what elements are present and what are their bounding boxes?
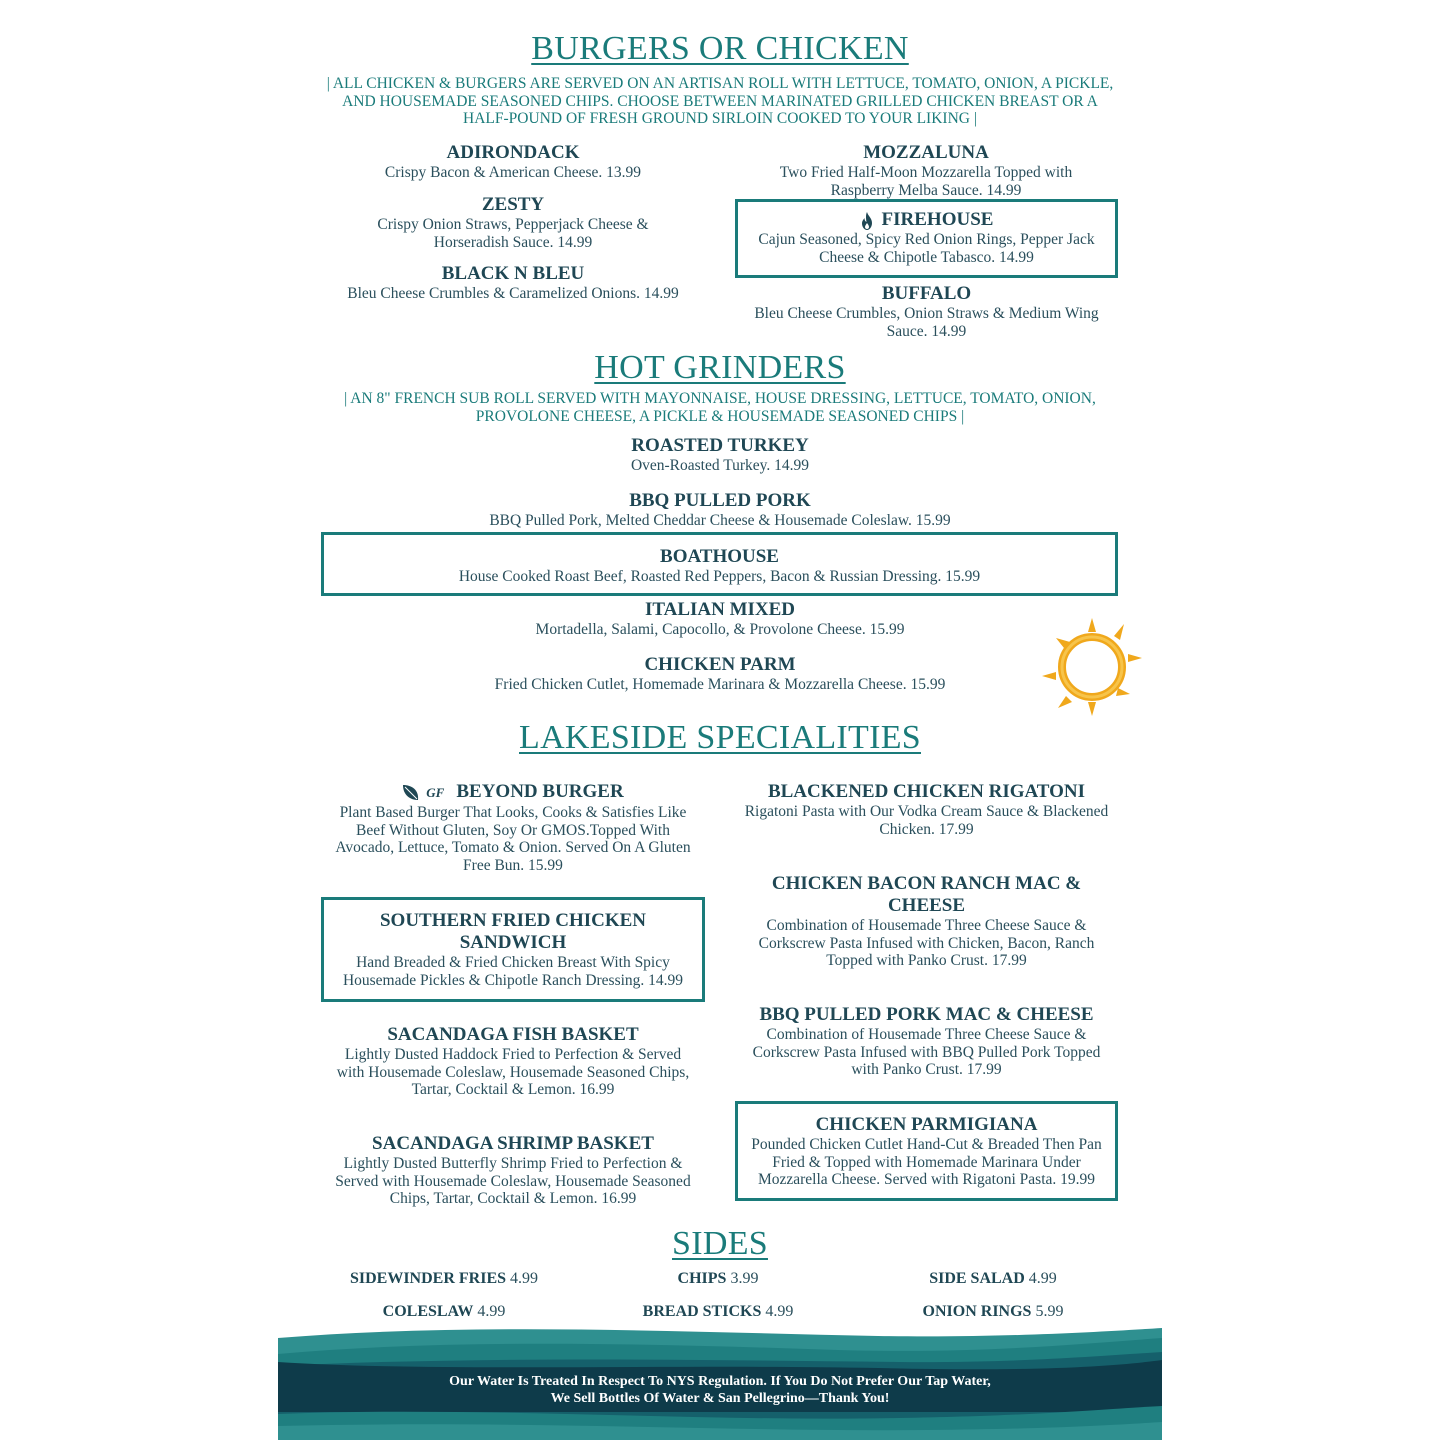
item-desc: BBQ Pulled Pork, Melted Cheddar Cheese & Housemade Coleslaw. 15.99 bbox=[489, 512, 951, 529]
item-desc: House Cooked Roast Beef, Roasted Red Peppers, Bacon & Russian Dressing. 15.99 bbox=[458, 568, 981, 585]
item-desc: Lightly Dusted Butterfly Shrimp Fried to Perfection & Served with Housemade Coleslaw, Housemade Seasoned Chips, Tartar, Cocktail & Lemon. 16.99 bbox=[335, 1155, 691, 1207]
side-item-side-salad bbox=[833, 1270, 1153, 1288]
item-desc: Fried Chicken Cutlet, Homemade Marinara & Mozzarella Cheese. 15.99 bbox=[494, 676, 946, 693]
menu-item-boathouse bbox=[321, 532, 1118, 596]
item-desc: Cajun Seasoned, Spicy Red Onion Rings, Pepper Jack Cheese & Chipotle Tabasco. 14.99 bbox=[758, 231, 1095, 266]
item-name: SOUTHERN FRIED CHICKEN SANDWICH bbox=[379, 910, 647, 953]
side-item-onion-rings bbox=[833, 1303, 1153, 1321]
menu-item-blackened-chicken-rigatoni bbox=[740, 781, 1113, 838]
item-desc: Hand Breaded & Fried Chicken Breast With Spicy Housemade Pickles & Chipotle Ranch Dressing. 14.99 bbox=[342, 954, 684, 989]
item-name: ITALIAN MIXED bbox=[644, 599, 796, 620]
side-price: 4.99 bbox=[477, 1303, 506, 1320]
item-name: BLACK N BLEU bbox=[441, 263, 585, 284]
item-desc: Bleu Cheese Crumbles, Onion Straws & Medium Wing Sauce. 14.99 bbox=[754, 305, 1099, 340]
side-name: BREAD STICKS bbox=[642, 1303, 762, 1320]
item-name: CHICKEN PARM bbox=[644, 654, 796, 675]
footer-notice bbox=[278, 1373, 1162, 1407]
burgers-title: BURGERS OR CHICKEN bbox=[531, 30, 909, 67]
item-desc: Combination of Housemade Three Cheese Sauce & Corkscrew Pasta Infused with Chicken, Bacon, Ranch Topped with Panko Crust. 17.99 bbox=[758, 917, 1095, 969]
item-desc: Mortadella, Salami, Capocollo, & Provolone Cheese. 15.99 bbox=[535, 621, 905, 638]
item-desc: Lightly Dusted Haddock Fried to Perfection & Served with Housemade Coleslaw, Housemade Seasoned Chips, Tartar, Cocktail & Lemon. 16.99 bbox=[336, 1046, 690, 1098]
item-name: BUFFALO bbox=[881, 283, 972, 304]
grinders-title: HOT GRINDERS bbox=[594, 349, 846, 386]
item-name: ROASTED TURKEY bbox=[631, 435, 809, 456]
menu-item-chicken-bacon-ranch-mac bbox=[745, 873, 1108, 970]
grinders-subtitle: | AN 8" FRENCH SUB ROLL SERVED WITH MAYONNAISE, HOUSE DRESSING, LETTUCE, TOMATO, ONION, PROVOLONE CHEESE, A PICKLE & HOUSEMADE SEASONED CHIPS | bbox=[344, 390, 1096, 425]
flame-icon bbox=[860, 212, 874, 230]
item-name: SACANDAGA FISH BASKET bbox=[387, 1024, 639, 1045]
menu-item-sacandaga-shrimp-basket bbox=[333, 1133, 693, 1208]
menu-item-italian-mixed bbox=[322, 599, 1118, 639]
item-name: MOZZALUNA bbox=[863, 142, 989, 163]
item-name: FIREHOUSE bbox=[881, 209, 994, 230]
footer-line-2: We Sell Bottles Of Water & San Pellegrino—Thank You! bbox=[550, 1391, 890, 1406]
menu-item-adirondack bbox=[322, 142, 704, 182]
footer-line-1: Our Water Is Treated In Respect To NYS Regulation. If You Do Not Prefer Our Tap Water, bbox=[449, 1374, 991, 1389]
burgers-subtitle: | ALL CHICKEN & BURGERS ARE SERVED ON AN ARTISAN ROLL WITH LETTUCE, TOMATO, ONION, A PICKLE, AND HOUSEMADE SEASONED CHIPS. CHOOSE BETWEEN MARINATED GRILLED CHICKEN BREAST OR A HALF-POUND OF FRESH GROUND SIRLOIN COOKED TO YOUR LIKING | bbox=[326, 75, 1114, 127]
menu-item-chicken-parm bbox=[322, 654, 1118, 694]
menu-item-sacandaga-fish-basket bbox=[333, 1024, 693, 1099]
item-desc: Oven-Roasted Turkey. 14.99 bbox=[630, 457, 810, 474]
lakeside-title: LAKESIDE SPECIALITIES bbox=[519, 719, 921, 756]
gf-badge: GF bbox=[426, 785, 445, 800]
side-price: 5.99 bbox=[1035, 1303, 1064, 1320]
side-item-bread-sticks bbox=[558, 1303, 878, 1321]
item-desc: Pounded Chicken Cutlet Hand-Cut & Breaded Then Pan Fried & Topped with Homemade Marinara Under Mozzarella Cheese. Served with Rigatoni Pasta. 19.99 bbox=[751, 1136, 1102, 1188]
menu-item-buffalo bbox=[745, 283, 1108, 340]
item-name: BOATHOUSE bbox=[660, 546, 779, 567]
menu-item-bbq-pulled-pork-mac bbox=[740, 1004, 1113, 1079]
menu-item-zesty bbox=[352, 194, 674, 251]
menu-item-mozzaluna bbox=[760, 142, 1092, 199]
side-price: 4.99 bbox=[510, 1270, 539, 1287]
item-desc: Bleu Cheese Crumbles & Caramelized Onions. 14.99 bbox=[347, 285, 679, 302]
item-name: ADIRONDACK bbox=[446, 142, 580, 163]
item-name: BLACKENED CHICKEN RIGATONI bbox=[767, 781, 1086, 802]
side-name: CHIPS bbox=[677, 1270, 727, 1287]
side-name: SIDEWINDER FRIES bbox=[349, 1270, 507, 1287]
sun-icon bbox=[1042, 618, 1142, 716]
item-name: SACANDAGA SHRIMP BASKET bbox=[372, 1133, 654, 1154]
side-price: 3.99 bbox=[730, 1270, 759, 1287]
side-name: SIDE SALAD bbox=[929, 1270, 1025, 1287]
item-name: BBQ PULLED PORK bbox=[629, 490, 811, 511]
item-desc: Rigatoni Pasta with Our Vodka Cream Sauce & Blackened Chicken. 17.99 bbox=[744, 803, 1109, 838]
item-name: ZESTY bbox=[481, 194, 545, 215]
menu-item-firehouse bbox=[735, 199, 1118, 278]
side-item-coleslaw bbox=[284, 1303, 604, 1321]
item-name: BEYOND BURGER bbox=[456, 781, 624, 802]
side-name: COLESLAW bbox=[382, 1303, 474, 1320]
item-desc: Combination of Housemade Three Cheese Sauce & Corkscrew Pasta Infused with BBQ Pulled Pork Topped with Panko Crust. 17.99 bbox=[752, 1026, 1101, 1078]
item-desc: Two Fried Half-Moon Mozzarella Topped with Raspberry Melba Sauce. 14.99 bbox=[779, 164, 1073, 199]
menu-item-black-n-bleu bbox=[322, 263, 704, 303]
side-item-chips bbox=[558, 1270, 878, 1288]
item-name: BBQ PULLED PORK MAC & CHEESE bbox=[759, 1004, 1094, 1025]
side-price: 4.99 bbox=[765, 1303, 794, 1320]
item-name: CHICKEN PARMIGIANA bbox=[815, 1114, 1038, 1135]
item-desc: Plant Based Burger That Looks, Cooks & Satisfies Like Beef Without Gluten, Soy Or GMOS.Topped With Avocado, Lettuce, Tomato & Onion. Served On A Gluten Free Bun. 15.99 bbox=[335, 804, 691, 874]
menu-item-chicken-parmigiana bbox=[735, 1101, 1118, 1201]
item-desc: Crispy Bacon & American Cheese. 13.99 bbox=[384, 164, 642, 181]
item-desc: Crispy Onion Straws, Pepperjack Cheese & Horseradish Sauce. 14.99 bbox=[377, 216, 649, 251]
side-price: 4.99 bbox=[1028, 1270, 1057, 1287]
menu-item-roasted-turkey bbox=[322, 435, 1118, 475]
sides-title: SIDES bbox=[672, 1225, 768, 1262]
menu-item-southern-fried-chicken-sandwich bbox=[321, 897, 705, 1002]
side-name: ONION RINGS bbox=[922, 1303, 1032, 1320]
item-name: CHICKEN BACON RANCH MAC & CHEESE bbox=[771, 873, 1082, 916]
side-item-sidewinder-fries bbox=[284, 1270, 604, 1288]
menu-item-bbq-pulled-pork bbox=[322, 490, 1118, 530]
leaf-icon bbox=[402, 784, 420, 802]
menu-item-beyond-burger bbox=[328, 781, 698, 874]
